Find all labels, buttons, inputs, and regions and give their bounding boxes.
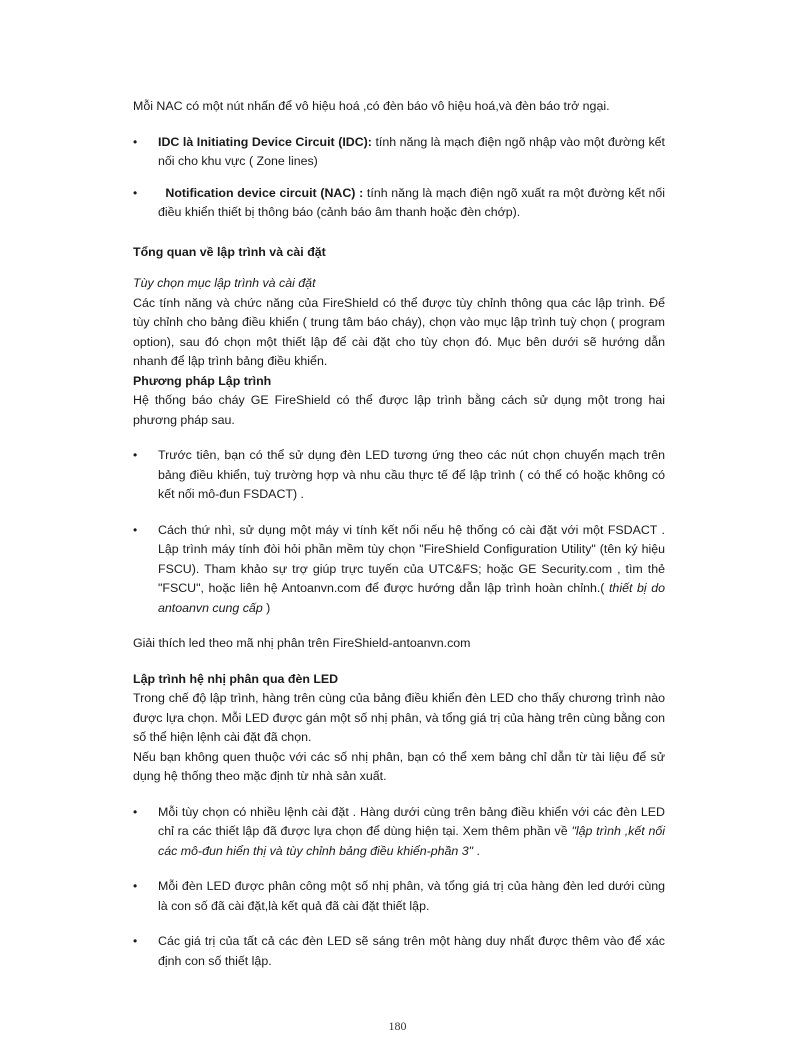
list-item — [133, 803, 665, 862]
bullet-icon: • — [133, 134, 138, 149]
term-nac-desc: tính năng là mạch điện ngõ xuất ra một đường kết nối điều khiển thiết bị thông báo (cảnh báo âm thanh hoặc đèn chớp). — [158, 185, 665, 219]
bullet-icon: • — [133, 522, 138, 537]
led-item-text: Mỗi đèn LED được phân công một số nhị phân, và tổng giá trị của hàng đèn led dưới cùng là con số đã cài đặt,là kết quả đã cài đặt thiết lập. — [158, 879, 665, 913]
list-item — [133, 133, 665, 172]
method-two: Cách thứ nhì, sử dụng một máy vi tính kết nối nếu hệ thống có cài đặt với một FSDACT . Lập trình máy tính đòi hỏi phần mềm tùy chọn "FireShield Configuration Utility" (tên ký hiệu FSCU). Tham khảo sự trợ giúp trực tuyến của UTC&FS; hoặc GE Security.com , tìm thẻ "FSCU", hoặc liên hệ Antoanvn.com để được hướng dẫn lập trình hoàn chỉnh.( — [158, 522, 665, 595]
led-item-text: Mỗi tùy chọn có nhiều lệnh cài đặt . Hàng dưới cùng trên bảng điều khiển với các đèn LED chỉ ra các thiết lập đã được lựa chọn để dùng hiện tại. Xem thêm phần về — [158, 804, 665, 838]
bullet-icon: • — [133, 934, 138, 948]
page-number: 180 — [388, 1019, 407, 1033]
led-item-reference: "lập trình ,kết nối các mô-đun hiển thị và tùy chỉnh bảng điều khiển-phần 3" — [158, 824, 666, 858]
list-item — [133, 932, 665, 971]
section-heading: Tổng quan về lập trình và cài đặt — [133, 244, 326, 259]
method-two-note: thiết bị do antoanvn cung cấp — [158, 581, 665, 615]
paragraph-overview: Các tính năng và chức năng của FireShield có thể được tùy chỉnh thông qua các lập trình. Để tùy chỉnh cho bảng điều khiển ( trung tâm báo cháy), chọn vào mục lập trình tuỳ chọn ( program option), sau đó chọn một thiết lập để cài đặt cho tùy chọn đó. Mục bên dưới sẽ hướng dẫn nhanh để lập trình bảng điều khiển. — [133, 295, 665, 368]
list-item — [133, 446, 665, 505]
paragraph-binary-note: Nếu bạn không quen thuộc với các số nhị phân, bạn có thể xem bảng chỉ dẫn từ tài liệu để sử dụng hệ thống theo mặc định từ nhà sản xuất. — [133, 749, 665, 783]
paragraph-binary: Trong chế độ lập trình, hàng trên cùng của bảng điều khiển đèn LED cho thấy chương trình nào được lựa chọn. Mỗi LED được gán một số nhị phân, và tổng giá trị của hàng trên cùng bằng con số thể hiện lệnh cài đặt đã chọn. — [133, 691, 665, 744]
led-list — [133, 803, 665, 972]
bullet-icon: • — [133, 804, 138, 819]
list-item — [133, 184, 665, 223]
page-content — [133, 97, 665, 971]
method-one: Trước tiên, bạn có thể sử dụng đèn LED tương ứng theo các nút chọn chuyển mạch trên bảng điều khiển, tuỳ trường hợp và nhu cầu thực tế để lập trình ( có thể có hoặc không có kết nối mô-đun FSDACT) . — [158, 448, 665, 501]
list-item — [133, 877, 665, 916]
led-item-tail: . — [473, 843, 480, 858]
method-two-tail: ) — [262, 600, 271, 615]
term-idc: IDC là Initiating Device Circuit (IDC): — [158, 134, 372, 149]
term-nac: Notification device circuit (NAC) : — [165, 185, 364, 200]
paragraph-methods: Hệ thống báo cháy GE FireShield có thể được lập trình bằng cách sử dụng một trong hai phương pháp sau. — [133, 393, 665, 427]
bullet-icon: • — [133, 185, 138, 200]
section-heading: Phương pháp Lập trình — [133, 373, 272, 388]
circuit-list — [133, 133, 665, 223]
paragraph-led-explain: Giải thích led theo mã nhị phân trên FireShield-antoanvn.com — [133, 636, 471, 650]
paragraph-nac: Mỗi NAC có một nút nhấn để vô hiệu hoá ,có đèn báo vô hiệu hoá,và đèn báo trở ngại. — [133, 99, 610, 113]
led-item-text: Các giá trị của tất cả các đèn LED sẽ sáng trên một hàng duy nhất được thêm vào để xác định con số thiết lập. — [158, 934, 665, 968]
section-subtitle: Tùy chọn mục lập trình và cài đặt — [133, 276, 316, 290]
term-idc-desc: tính năng là mạch điện ngõ nhập vào một đường kết nối cho khu vực ( Zone lines) — [158, 134, 665, 168]
methods-list — [133, 446, 665, 618]
bullet-icon: • — [133, 879, 138, 893]
section-heading: Lập trình hệ nhị phân qua đèn LED — [133, 671, 339, 686]
list-item — [133, 521, 665, 619]
bullet-icon: • — [133, 448, 138, 462]
